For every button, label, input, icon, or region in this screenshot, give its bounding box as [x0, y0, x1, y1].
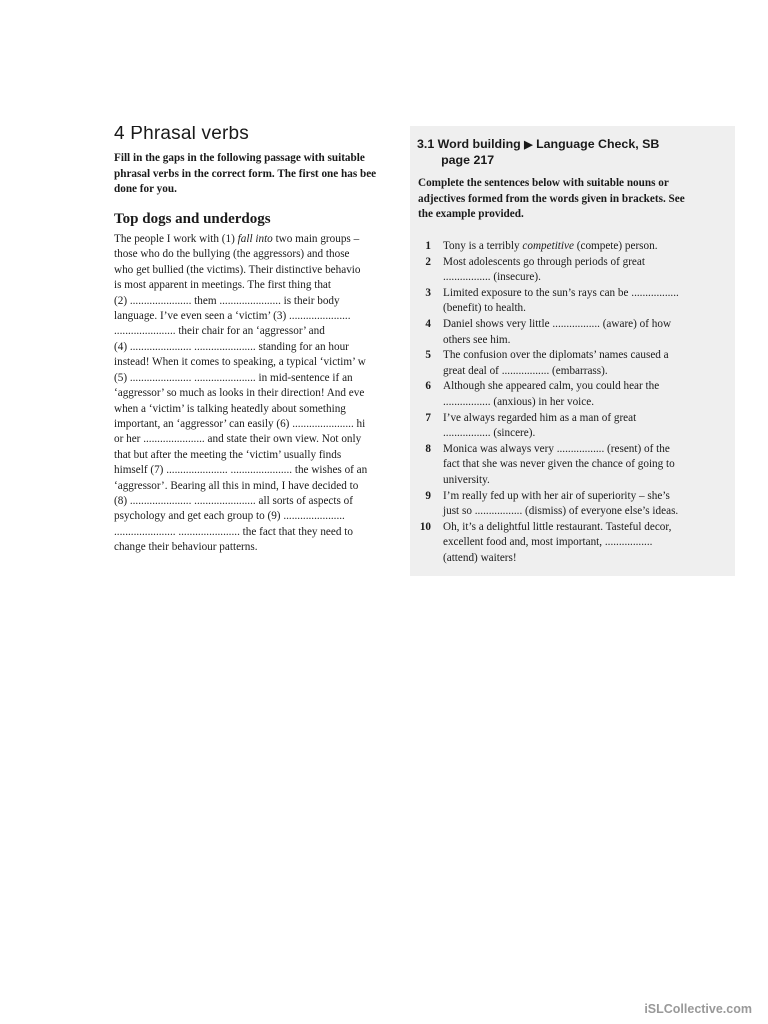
item-number: 2	[425, 255, 431, 268]
item-number: 3	[425, 286, 431, 299]
item-text: The confusion over the diplomats’ names caused a great deal of ................. (embarrass).	[443, 349, 669, 377]
item-text: Daniel shows very little ................. (aware) of how others see him.	[443, 317, 672, 346]
item-text-end: (compete) person.	[573, 240, 658, 252]
item-number: 9	[425, 489, 431, 502]
item-text: Oh, it’s a delightful little restaurant. Tasteful decor, excellent food and, most important, ................. (attend) waiters!	[443, 520, 672, 564]
item-text: I’m really fed up with her air of superiority – she’s just so ................. (dismiss) of everyone else’s ideas.	[443, 489, 679, 518]
exercise-item	[410, 348, 679, 379]
triangle-arrow-icon: ▶	[524, 139, 533, 151]
exercise-item	[410, 379, 679, 410]
item-number: 4	[425, 317, 431, 330]
item-example-answer: competitive	[522, 240, 574, 252]
item-text: Although she appeared calm, you could hear the ................. (anxious) in her voice.	[443, 380, 660, 408]
item-text: Tony is a terribly	[443, 240, 523, 252]
item-number: 7	[425, 411, 431, 424]
item-number: 10	[419, 520, 431, 533]
exercise-item	[410, 489, 679, 520]
exercise-item	[410, 255, 679, 286]
passage-text	[114, 232, 391, 556]
exercise-item	[410, 239, 679, 255]
word-building-instructions: Complete the sentences below with suitable nouns or adjectives formed from the words given in brackets. See the example provided.	[418, 177, 685, 220]
heading-reference: Language Check, SB page 217	[441, 137, 660, 167]
exercise-item	[410, 286, 679, 317]
word-building-section	[410, 126, 735, 576]
item-number: 8	[425, 442, 431, 455]
passage-body: two main groups – those who do the bullying (the aggressors) and those who get bullied (the victims). Their distinctive behavio is most apparent in meetings. The first thing that (2) ...................... them ...................... is their body language. I’ve even seen a ‘victim’ (3) ...................... ...................... their chair for an ‘aggressor’ and (4) ...................... ...................... standing for an hour instead! When it comes to speaking, a typical ‘victim’ w (5) ...................... ...................... in mid-sentence if an ‘aggressor’ so much as looks in their direction! And eve when a ‘victim’ is talking heatedly about something important, an ‘aggressor’ can easily (6) ...................... hi or her ...................... and state their own view. Not only that but after the meeting the ‘victim’ usually finds himself (7) ...................... ...................... the wishes of an ‘aggressor’. Bearing all this in mind, I have decided to (8) ...................... ...................... all sorts of aspects of psychology and get each group to (9) ...................... ...................... ...................... the fact that they need to change their behaviour patterns.	[114, 233, 368, 554]
item-number: 1	[425, 240, 431, 252]
item-text: I’ve always regarded him as a man of great ................. (sincere).	[443, 411, 637, 440]
exercise-item	[410, 317, 679, 348]
passage-title: Top dogs and underdogs	[114, 210, 271, 227]
item-text: Limited exposure to the sun’s rays can be ................. (benefit) to health.	[443, 286, 679, 315]
section-instructions: Fill in the gaps in the following passage with suitable phrasal verbs in the correct form. The first one has bee done for you.	[114, 152, 377, 196]
exercise-list	[410, 239, 679, 566]
exercise-item	[410, 520, 679, 567]
exercise-item	[410, 411, 679, 442]
item-number: 6	[425, 380, 431, 393]
phrasal-verbs-section	[114, 126, 391, 556]
item-text: Monica was always very ................. (resent) of the fact that she was never given the chance of going to university.	[443, 442, 675, 486]
word-building-heading	[417, 137, 729, 168]
item-text: Most adolescents go through periods of great ................. (insecure).	[443, 255, 645, 284]
passage-start: The people I work with (1)	[114, 233, 238, 246]
heading-label: 3.1 Word building	[417, 137, 525, 151]
section-title: 4 Phrasal verbs	[114, 126, 250, 144]
item-number: 5	[425, 349, 431, 362]
exercise-item	[410, 442, 679, 489]
watermark: iSLCollective.com	[644, 1002, 752, 1016]
passage-example-answer: fall into	[237, 233, 273, 246]
